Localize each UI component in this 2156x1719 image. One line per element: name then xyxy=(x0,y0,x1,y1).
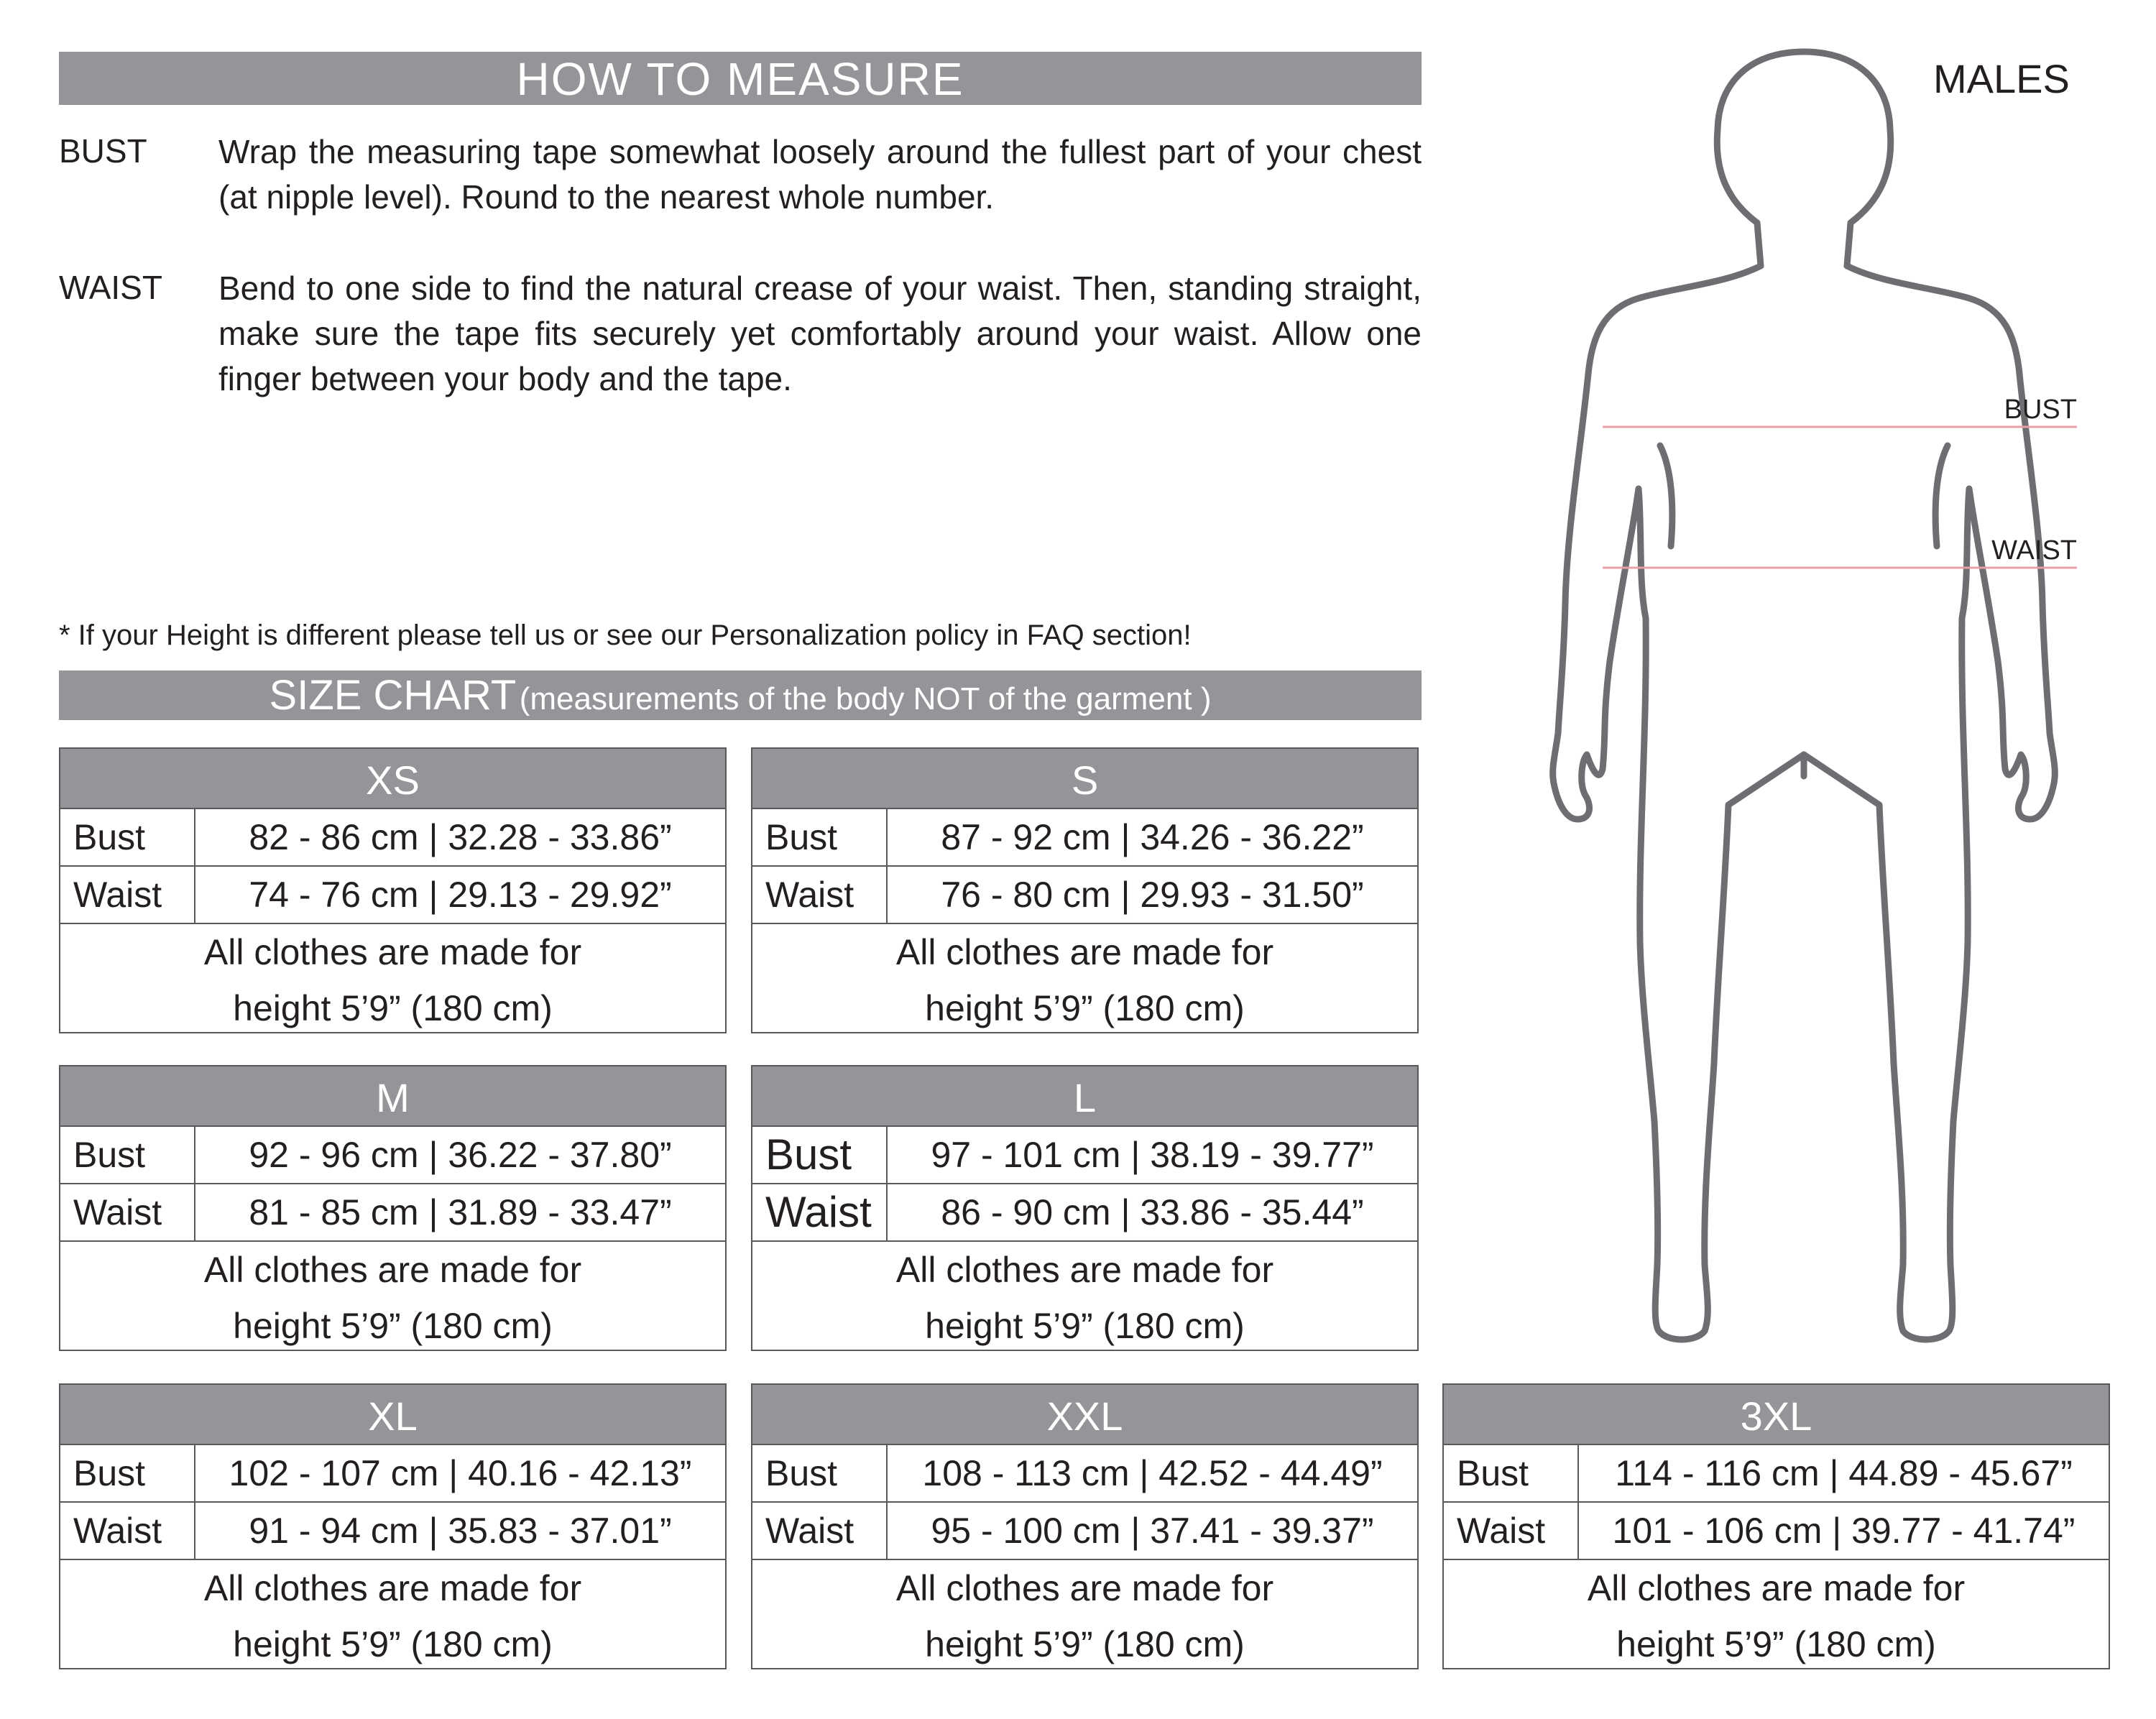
bust-value: 82 - 86 cm | 32.28 - 33.86” xyxy=(249,817,672,857)
waist-value: 95 - 100 cm | 37.41 - 39.37” xyxy=(931,1511,1374,1551)
figure-waist-label: WAIST xyxy=(1991,535,2077,566)
height-info xyxy=(752,1240,1417,1350)
size-card-s xyxy=(751,747,1419,1033)
bust-row xyxy=(60,1125,725,1183)
bust-row xyxy=(60,1444,725,1501)
row-label: Bust xyxy=(752,1127,888,1183)
waist-value: 86 - 90 cm | 33.86 - 35.44” xyxy=(941,1192,1364,1232)
bust-row xyxy=(752,808,1417,865)
waist-value: 101 - 106 cm | 39.77 - 41.74” xyxy=(1612,1511,2076,1551)
row-label: Waist xyxy=(752,867,888,923)
height-info-line1: All clothes are made for xyxy=(203,932,582,972)
size-title: S xyxy=(752,749,1417,808)
row-label: Waist xyxy=(752,1503,888,1559)
height-info-line1: All clothes are made for xyxy=(1587,1568,1966,1608)
row-label: Waist xyxy=(60,1184,195,1240)
height-info xyxy=(752,923,1417,1032)
size-chart-header xyxy=(59,670,1422,720)
body-figure xyxy=(1509,43,2099,1351)
row-label: Bust xyxy=(60,809,195,865)
bust-row xyxy=(752,1125,1417,1183)
row-label: Bust xyxy=(1444,1445,1579,1501)
row-label: Waist xyxy=(1444,1503,1579,1559)
row-label: Bust xyxy=(752,1445,888,1501)
waist-row xyxy=(1444,1501,2109,1559)
height-info-line2: height 5’9” (180 cm) xyxy=(233,1306,553,1346)
size-card-m xyxy=(59,1065,727,1351)
size-chart-subtitle: (measurements of the body NOT of the garment ) xyxy=(519,681,1212,716)
body-outline xyxy=(1553,52,2055,1340)
height-info-line2: height 5’9” (180 cm) xyxy=(925,988,1245,1028)
waist-definition: Bend to one side to find the natural crease of your waist. Then, standing straight, make sure the tape fits securely yet comfortably around your waist. Allow one finger between your body and the tape. xyxy=(218,269,1422,397)
bust-term: BUST xyxy=(59,132,147,170)
row-label: Waist xyxy=(60,1503,195,1559)
row-label: Bust xyxy=(752,809,888,865)
bust-value: 114 - 116 cm | 44.89 - 45.67” xyxy=(1615,1453,2073,1493)
waist-value: 74 - 76 cm | 29.13 - 29.92” xyxy=(249,875,672,915)
size-card-l xyxy=(751,1065,1419,1351)
size-card-xxl xyxy=(751,1383,1419,1669)
size-card-xl xyxy=(59,1383,727,1669)
size-title: 3XL xyxy=(1444,1385,2109,1444)
row-label: Waist xyxy=(752,1184,888,1240)
height-info-line1: All clothes are made for xyxy=(203,1568,582,1608)
height-info-line1: All clothes are made for xyxy=(895,1568,1274,1608)
gender-label: MALES xyxy=(1933,56,2070,101)
height-info-line2: height 5’9” (180 cm) xyxy=(925,1306,1245,1346)
height-info xyxy=(60,1559,725,1668)
height-info-line2: height 5’9” (180 cm) xyxy=(233,1624,553,1664)
bust-row xyxy=(752,1444,1417,1501)
size-card-3xl xyxy=(1442,1383,2110,1669)
bust-row xyxy=(60,808,725,865)
height-info-line1: All clothes are made for xyxy=(895,1250,1274,1290)
height-info-line2: height 5’9” (180 cm) xyxy=(233,988,553,1028)
height-info-line1: All clothes are made for xyxy=(203,1250,582,1290)
figure-bust-label: BUST xyxy=(2004,395,2077,425)
height-info xyxy=(1444,1559,2109,1668)
how-to-measure-header: HOW TO MEASURE xyxy=(59,52,1422,105)
waist-row xyxy=(752,865,1417,923)
size-chart-title: SIZE CHART xyxy=(269,672,517,719)
height-info xyxy=(60,1240,725,1350)
height-note: * If your Height is different please tell us or see our Personalization policy in FAQ section! xyxy=(59,619,1192,651)
bust-definition: Wrap the measuring tape somewhat loosely around the fullest part of your chest (at nipple level). Round to the nearest whole number. xyxy=(218,133,1422,216)
row-label: Waist xyxy=(60,867,195,923)
height-info xyxy=(752,1559,1417,1668)
height-info-line2: height 5’9” (180 cm) xyxy=(925,1624,1245,1664)
height-info xyxy=(60,923,725,1032)
bust-row xyxy=(1444,1444,2109,1501)
bust-value: 92 - 96 cm | 36.22 - 37.80” xyxy=(249,1135,672,1175)
size-title: L xyxy=(752,1066,1417,1125)
waist-value: 81 - 85 cm | 31.89 - 33.47” xyxy=(249,1192,672,1232)
waist-term: WAIST xyxy=(59,269,162,306)
height-info-line1: All clothes are made for xyxy=(895,932,1274,972)
waist-row xyxy=(752,1501,1417,1559)
bust-value: 108 - 113 cm | 42.52 - 44.49” xyxy=(922,1453,1383,1493)
waist-row xyxy=(752,1183,1417,1240)
size-card-xs xyxy=(59,747,727,1033)
waist-value: 76 - 80 cm | 29.93 - 31.50” xyxy=(941,875,1364,915)
bust-value: 97 - 101 cm | 38.19 - 39.77” xyxy=(931,1135,1374,1175)
size-title: M xyxy=(60,1066,725,1125)
waist-row xyxy=(60,1501,725,1559)
waist-value: 91 - 94 cm | 35.83 - 37.01” xyxy=(249,1511,672,1551)
row-label: Bust xyxy=(60,1445,195,1501)
bust-value: 87 - 92 cm | 34.26 - 36.22” xyxy=(941,817,1364,857)
size-title: XXL xyxy=(752,1385,1417,1444)
waist-row xyxy=(60,865,725,923)
bust-value: 102 - 107 cm | 40.16 - 42.13” xyxy=(229,1453,692,1493)
waist-row xyxy=(60,1183,725,1240)
size-title: XL xyxy=(60,1385,725,1444)
row-label: Bust xyxy=(60,1127,195,1183)
size-title: XS xyxy=(60,749,725,808)
height-info-line2: height 5’9” (180 cm) xyxy=(1616,1624,1936,1664)
